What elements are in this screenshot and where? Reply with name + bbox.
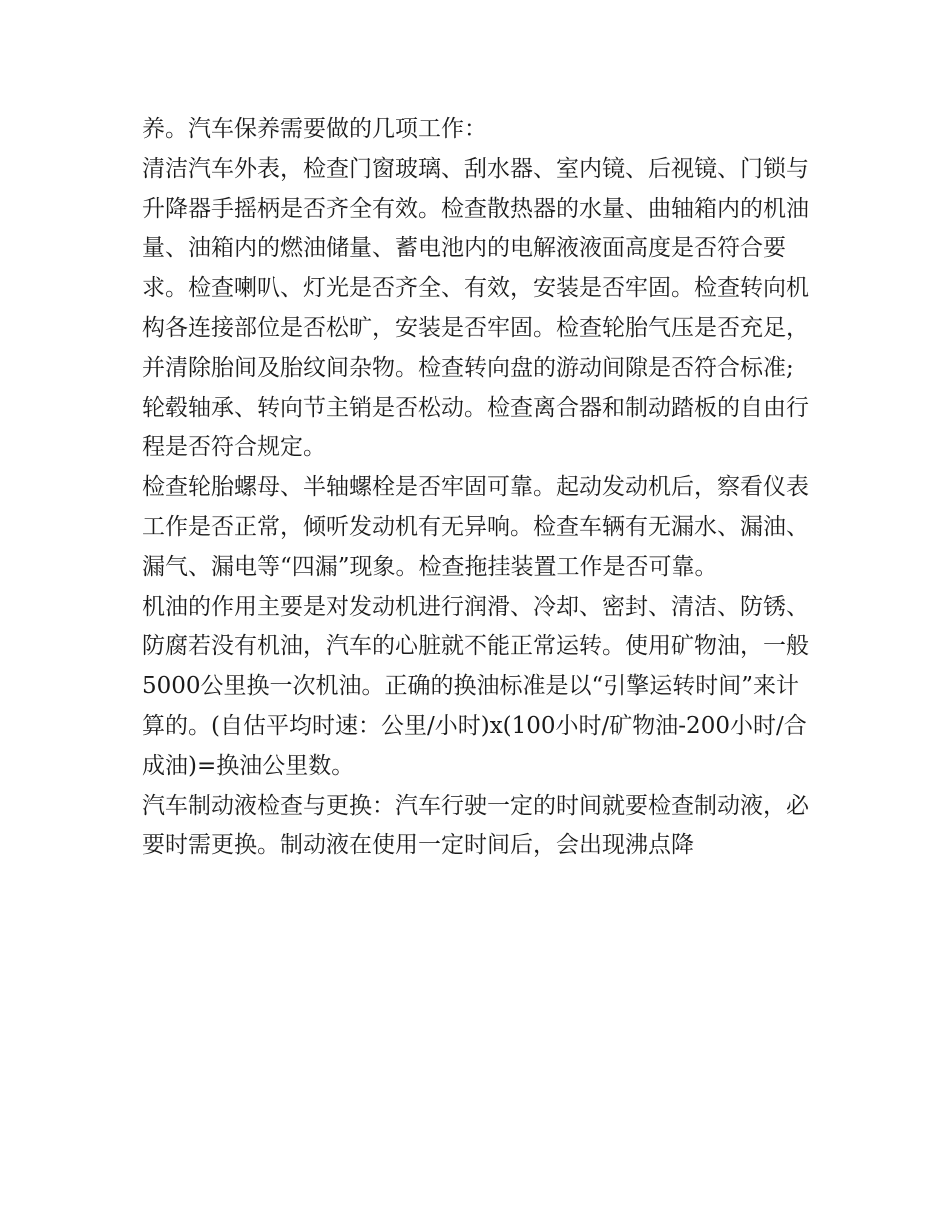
paragraph-maintenance-intro: 养。汽车保养需要做的几项工作： bbox=[142, 116, 487, 142]
paragraph-tire-engine-check: 检查轮胎螺母、半轴螺栓是否牢固可靠。起动发动机后，察看仪表工作是否正常，倾听发动机有无异响。检查车辆有无漏水、漏油、漏气、漏电等“四漏”现象。检查拖挂装置工作是否可靠。 bbox=[142, 474, 809, 580]
document-body bbox=[142, 110, 814, 866]
paragraph-engine-oil: 机油的作用主要是对发动机进行润滑、冷却、密封、清洁、防锈、防腐若没有机油，汽车的心脏就不能正常运转。使用矿物油，一般5000公里换一次机油。正确的换油标准是以“引擎运转时间”来计算的。(自估平均时速：公里/小时)x(100小时/矿物油-200小时/合成油)=换油公里数。 bbox=[142, 593, 809, 779]
paragraph-exterior-check: 清洁汽车外表，检查门窗玻璃、刮水器、室内镜、后视镜、门锁与升降器手摇柄是否齐全有效。检查散热器的水量、曲轴箱内的机油量、油箱内的燃油储量、蓄电池内的电解液液面高度是否符合要求。检查喇叭、灯光是否齐全、有效，安装是否牢固。检查转向机构各连接部位是否松旷，安装是否牢固。检查轮胎气压是否充足，并清除胎间及胎纹间杂物。检查转向盘的游动间隙是否符合标准;轮毂轴承、转向节主销是否松动。检查离合器和制动踏板的自由行程是否符合规定。 bbox=[142, 155, 809, 461]
paragraph-brake-fluid: 汽车制动液检查与更换：汽车行驶一定的时间就要检查制动液，必要时需更换。制动液在使用一定时间后，会出现沸点降 bbox=[142, 792, 809, 859]
